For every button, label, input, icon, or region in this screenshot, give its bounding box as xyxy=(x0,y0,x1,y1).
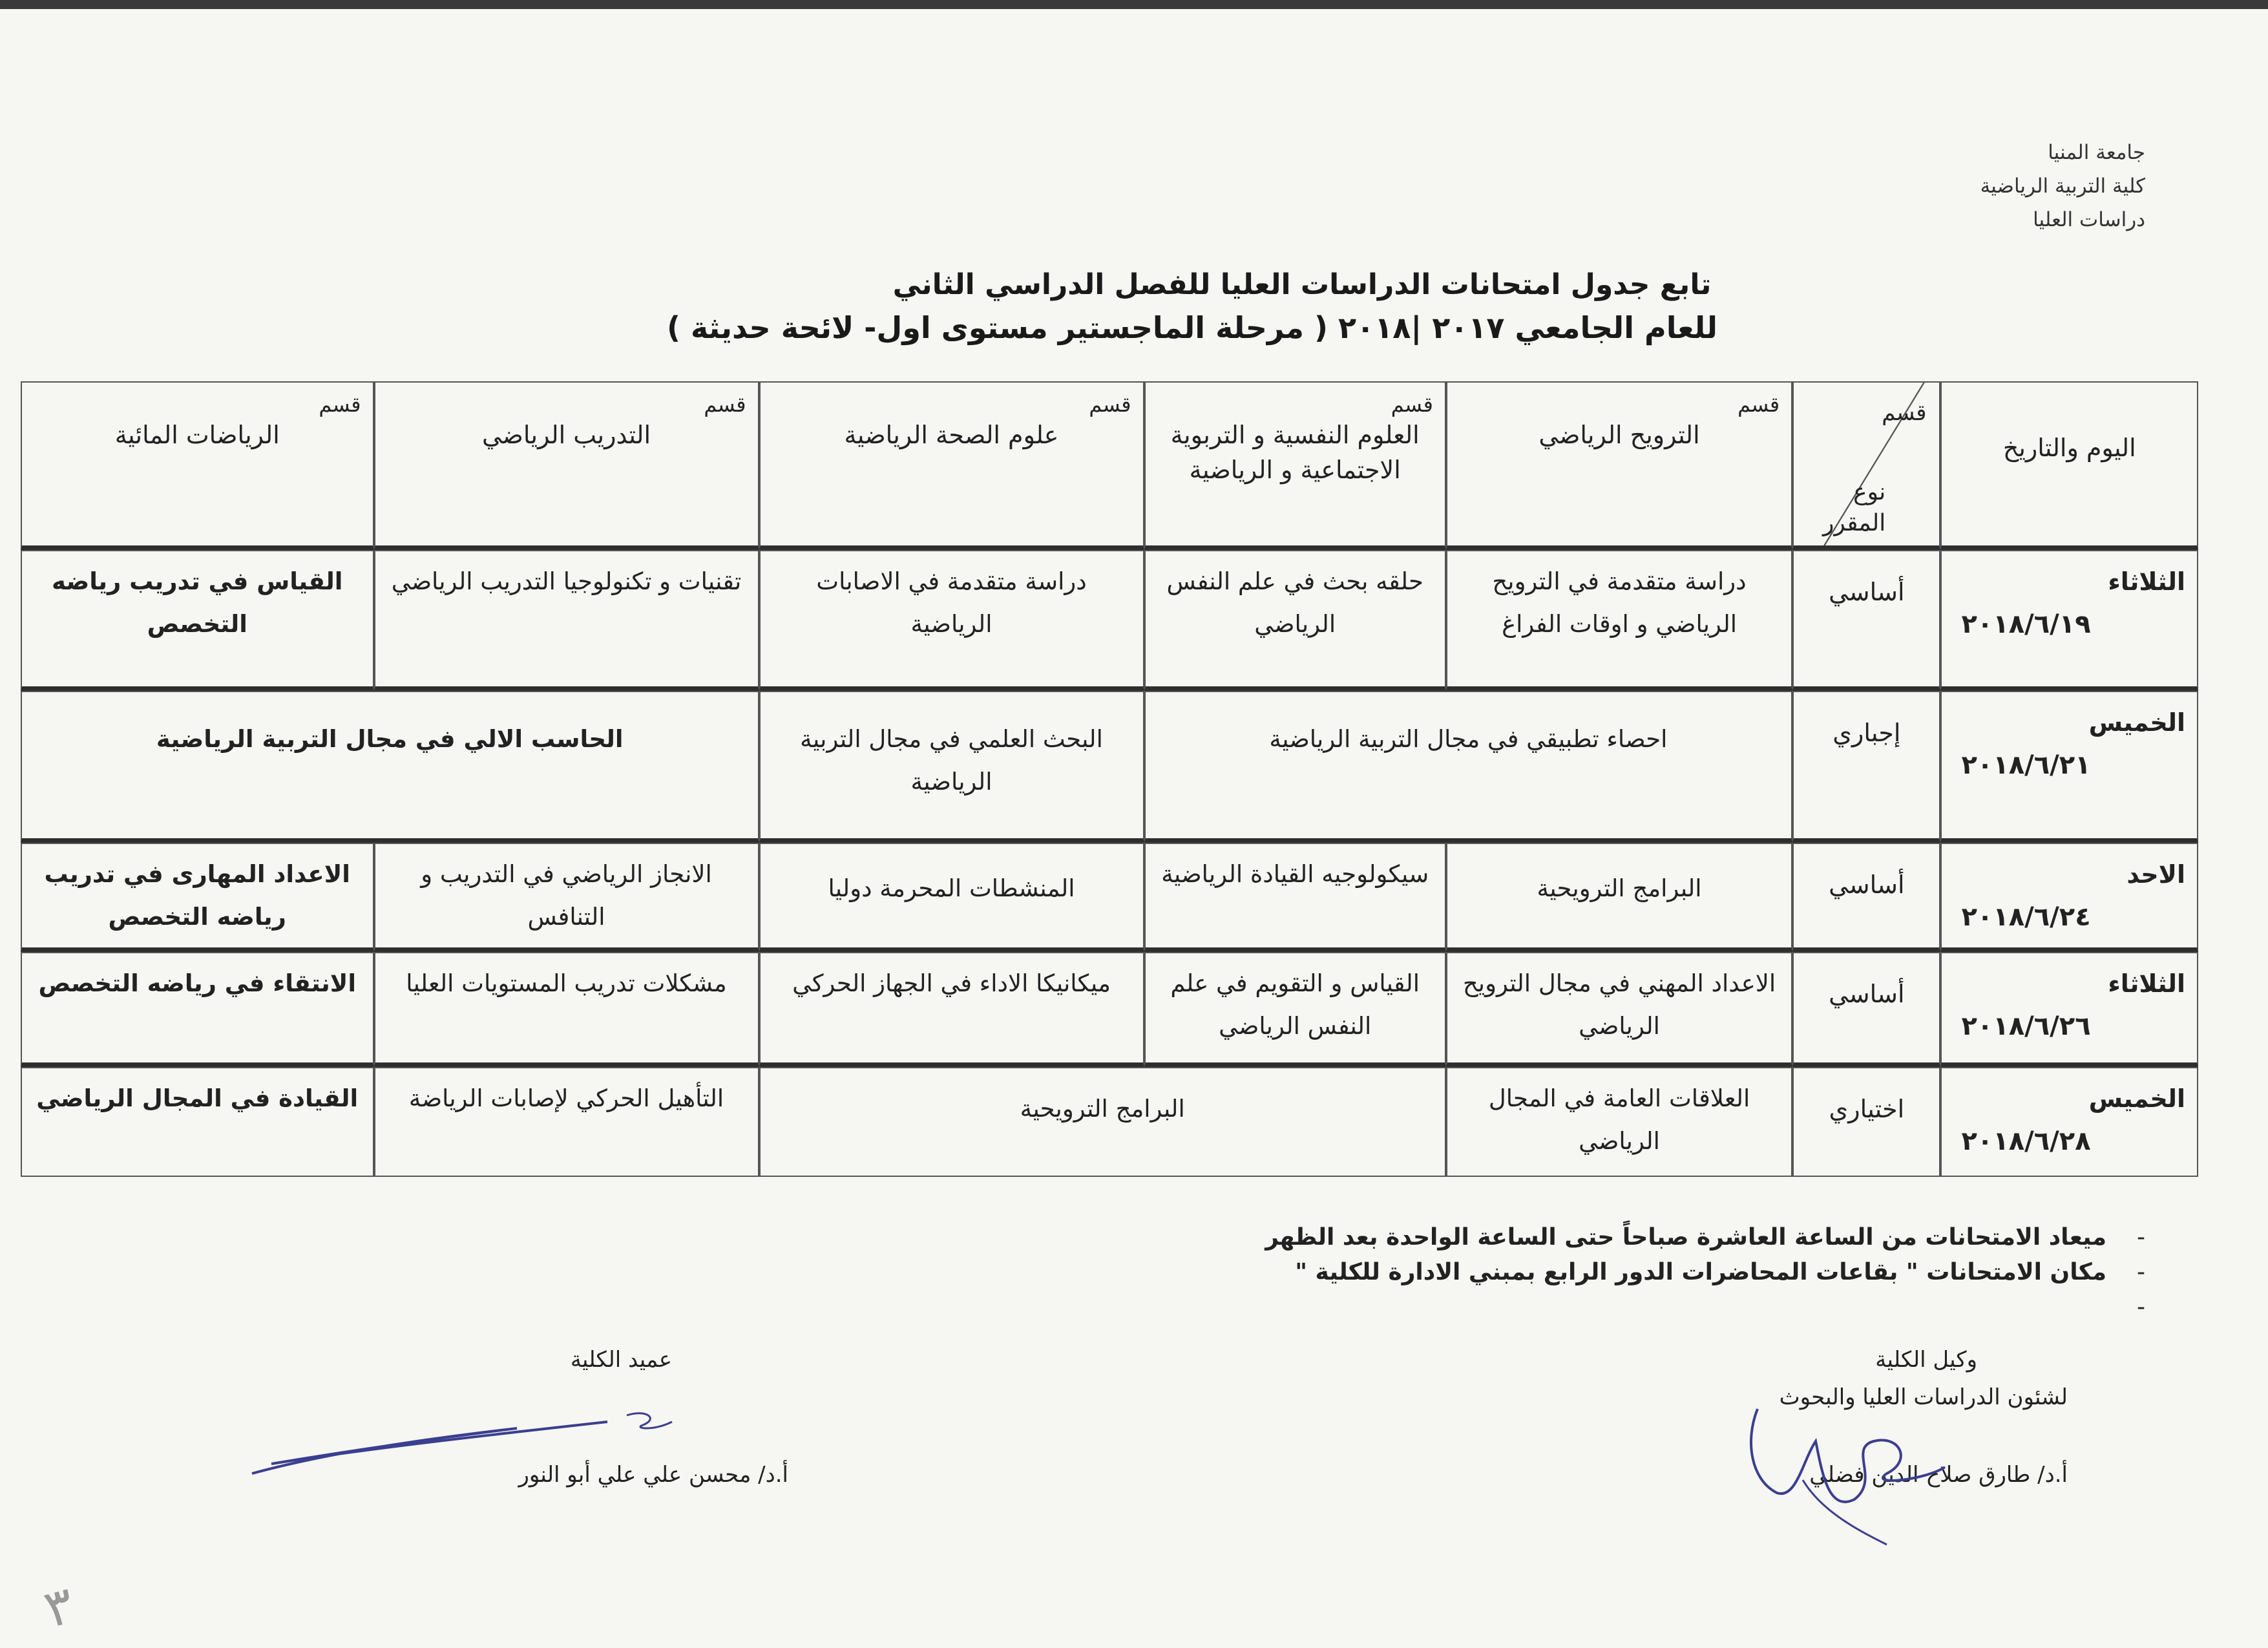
exam-notes xyxy=(1265,1220,2145,1325)
course-cell: دراسة متقدمة في الترويح الرياضي و اوقات الفراغ xyxy=(1446,550,1792,691)
course-cell: القياس و التقويم في علم النفس الرياضي xyxy=(1144,952,1446,1067)
type-cell: اختياري xyxy=(1792,1067,1940,1177)
course-cell: القيادة في المجال الرياضي xyxy=(21,1067,374,1177)
day-cell: الخميس ٢٠١٨/٦/٢١ xyxy=(1940,691,2198,843)
note-exam-time: - ميعاد الامتحانات من الساعة العاشرة صباحاً حتى الساعة الواحدة بعد الظهر xyxy=(1265,1220,2145,1255)
course-cell: البرامج الترويحية xyxy=(759,1067,1446,1177)
dept-header-training: قسم التدريب الرياضي xyxy=(374,381,759,550)
scan-top-border xyxy=(0,0,2268,9)
faculty-name: كلية التربية الرياضية xyxy=(1980,174,2145,198)
day-date-header: اليوم والتاريخ xyxy=(1940,381,2198,550)
table-row xyxy=(21,952,2198,1067)
vice-dean-subtitle: لشئون الدراسات العليا والبحوث xyxy=(1779,1384,2068,1410)
day-cell: الثلاثاء ٢٠١٨/٦/٢٦ xyxy=(1940,952,2198,1067)
university-name: جامعة المنيا xyxy=(2048,141,2145,164)
type-cell: أساسي xyxy=(1792,550,1940,691)
course-cell: المنشطات المحرمة دوليا xyxy=(759,843,1144,952)
dept-header-aquatics: قسم الرياضات المائية xyxy=(21,381,374,550)
day-cell: الخميس ٢٠١٨/٦/٢٨ xyxy=(1940,1067,2198,1177)
table-row xyxy=(21,1067,2198,1177)
course-cell: القياس في تدريب رياضه التخصص xyxy=(21,550,374,691)
institution-header xyxy=(1980,136,2145,237)
title-line-1: تابع جدول امتحانات الدراسات العليا للفصل الدراسي الثاني xyxy=(892,268,1712,301)
department-name: دراسات العليا xyxy=(2033,208,2145,231)
type-cell: إجباري xyxy=(1792,691,1940,843)
type-cell: أساسي xyxy=(1792,843,1940,952)
dean-title: عميد الكلية xyxy=(570,1347,672,1373)
course-cell: حلقه بحث في علم النفس الرياضي xyxy=(1144,550,1446,691)
course-cell: مشكلات تدريب المستويات العليا xyxy=(374,952,759,1067)
course-cell: التأهيل الحركي لإصابات الرياضة xyxy=(374,1067,759,1177)
course-cell: الاعداد المهارى في تدريب رياضه التخصص xyxy=(21,843,374,952)
course-cell: احصاء تطبيقي في مجال التربية الرياضية xyxy=(1144,691,1793,843)
dept-header-recreation: قسم الترويح الرياضي xyxy=(1446,381,1792,550)
exam-schedule-table xyxy=(21,381,2198,1177)
dean-name: أ.د/ محسن علي علي أبو النور xyxy=(518,1462,788,1488)
type-cell: أساسي xyxy=(1792,952,1940,1067)
dept-header-psychology: قسم العلوم النفسية و التربوية الاجتماعية و الرياضية xyxy=(1144,381,1446,550)
course-cell: الانتقاء في رياضه التخصص xyxy=(21,952,374,1067)
course-cell: دراسة متقدمة في الاصابات الرياضية xyxy=(759,550,1144,691)
document-title xyxy=(0,268,2268,345)
table-row xyxy=(21,843,2198,952)
course-cell: البرامج الترويحية xyxy=(1446,843,1792,952)
note-exam-place: - مكان الامتحانات " بقاعات المحاضرات الدور الرابع بمبني الادارة للكلية " xyxy=(1265,1255,2145,1290)
dept-header-health: قسم علوم الصحة الرياضية xyxy=(759,381,1144,550)
course-cell: الحاسب الالي في مجال التربية الرياضية xyxy=(21,691,759,843)
vice-dean-name: أ.د/ طارق صلاح الدين فضلي xyxy=(1809,1462,2068,1488)
course-cell: الانجاز الرياضي في التدريب و التنافس xyxy=(374,843,759,952)
course-cell: الاعداد المهني في مجال الترويح الرياضي xyxy=(1446,952,1792,1067)
page-number: ٣ xyxy=(37,1574,81,1640)
course-cell: العلاقات العامة في المجال الرياضي xyxy=(1446,1067,1792,1177)
vice-dean-signature-scribble xyxy=(1719,1383,1964,1551)
course-type-header: قسم نوع المقرر xyxy=(1792,381,1940,550)
course-cell: البحث العلمي في مجال التربية الرياضية xyxy=(759,691,1144,843)
vice-dean-title: وكيل الكلية xyxy=(1875,1347,1977,1373)
course-cell: ميكانيكا الاداء في الجهاز الحركي xyxy=(759,952,1144,1067)
course-cell: تقنيات و تكنولوجيا التدريب الرياضي xyxy=(374,550,759,691)
dean-signature-scribble xyxy=(246,1402,698,1480)
table-row xyxy=(21,691,2198,843)
title-line-2: للعام الجامعي ٢٠١٧ |٢٠١٨ ( مرحلة الماجستير مستوى اول- لائحة حديثة ) xyxy=(667,310,1717,345)
course-cell: سيكولوجيه القيادة الرياضية xyxy=(1144,843,1446,952)
day-cell: الاحد ٢٠١٨/٦/٢٤ xyxy=(1940,843,2198,952)
day-cell: الثلاثاء ٢٠١٨/٦/١٩ xyxy=(1940,550,2198,691)
table-row xyxy=(21,550,2198,691)
note-empty xyxy=(1265,1290,2145,1325)
table-header-row xyxy=(21,381,2198,550)
